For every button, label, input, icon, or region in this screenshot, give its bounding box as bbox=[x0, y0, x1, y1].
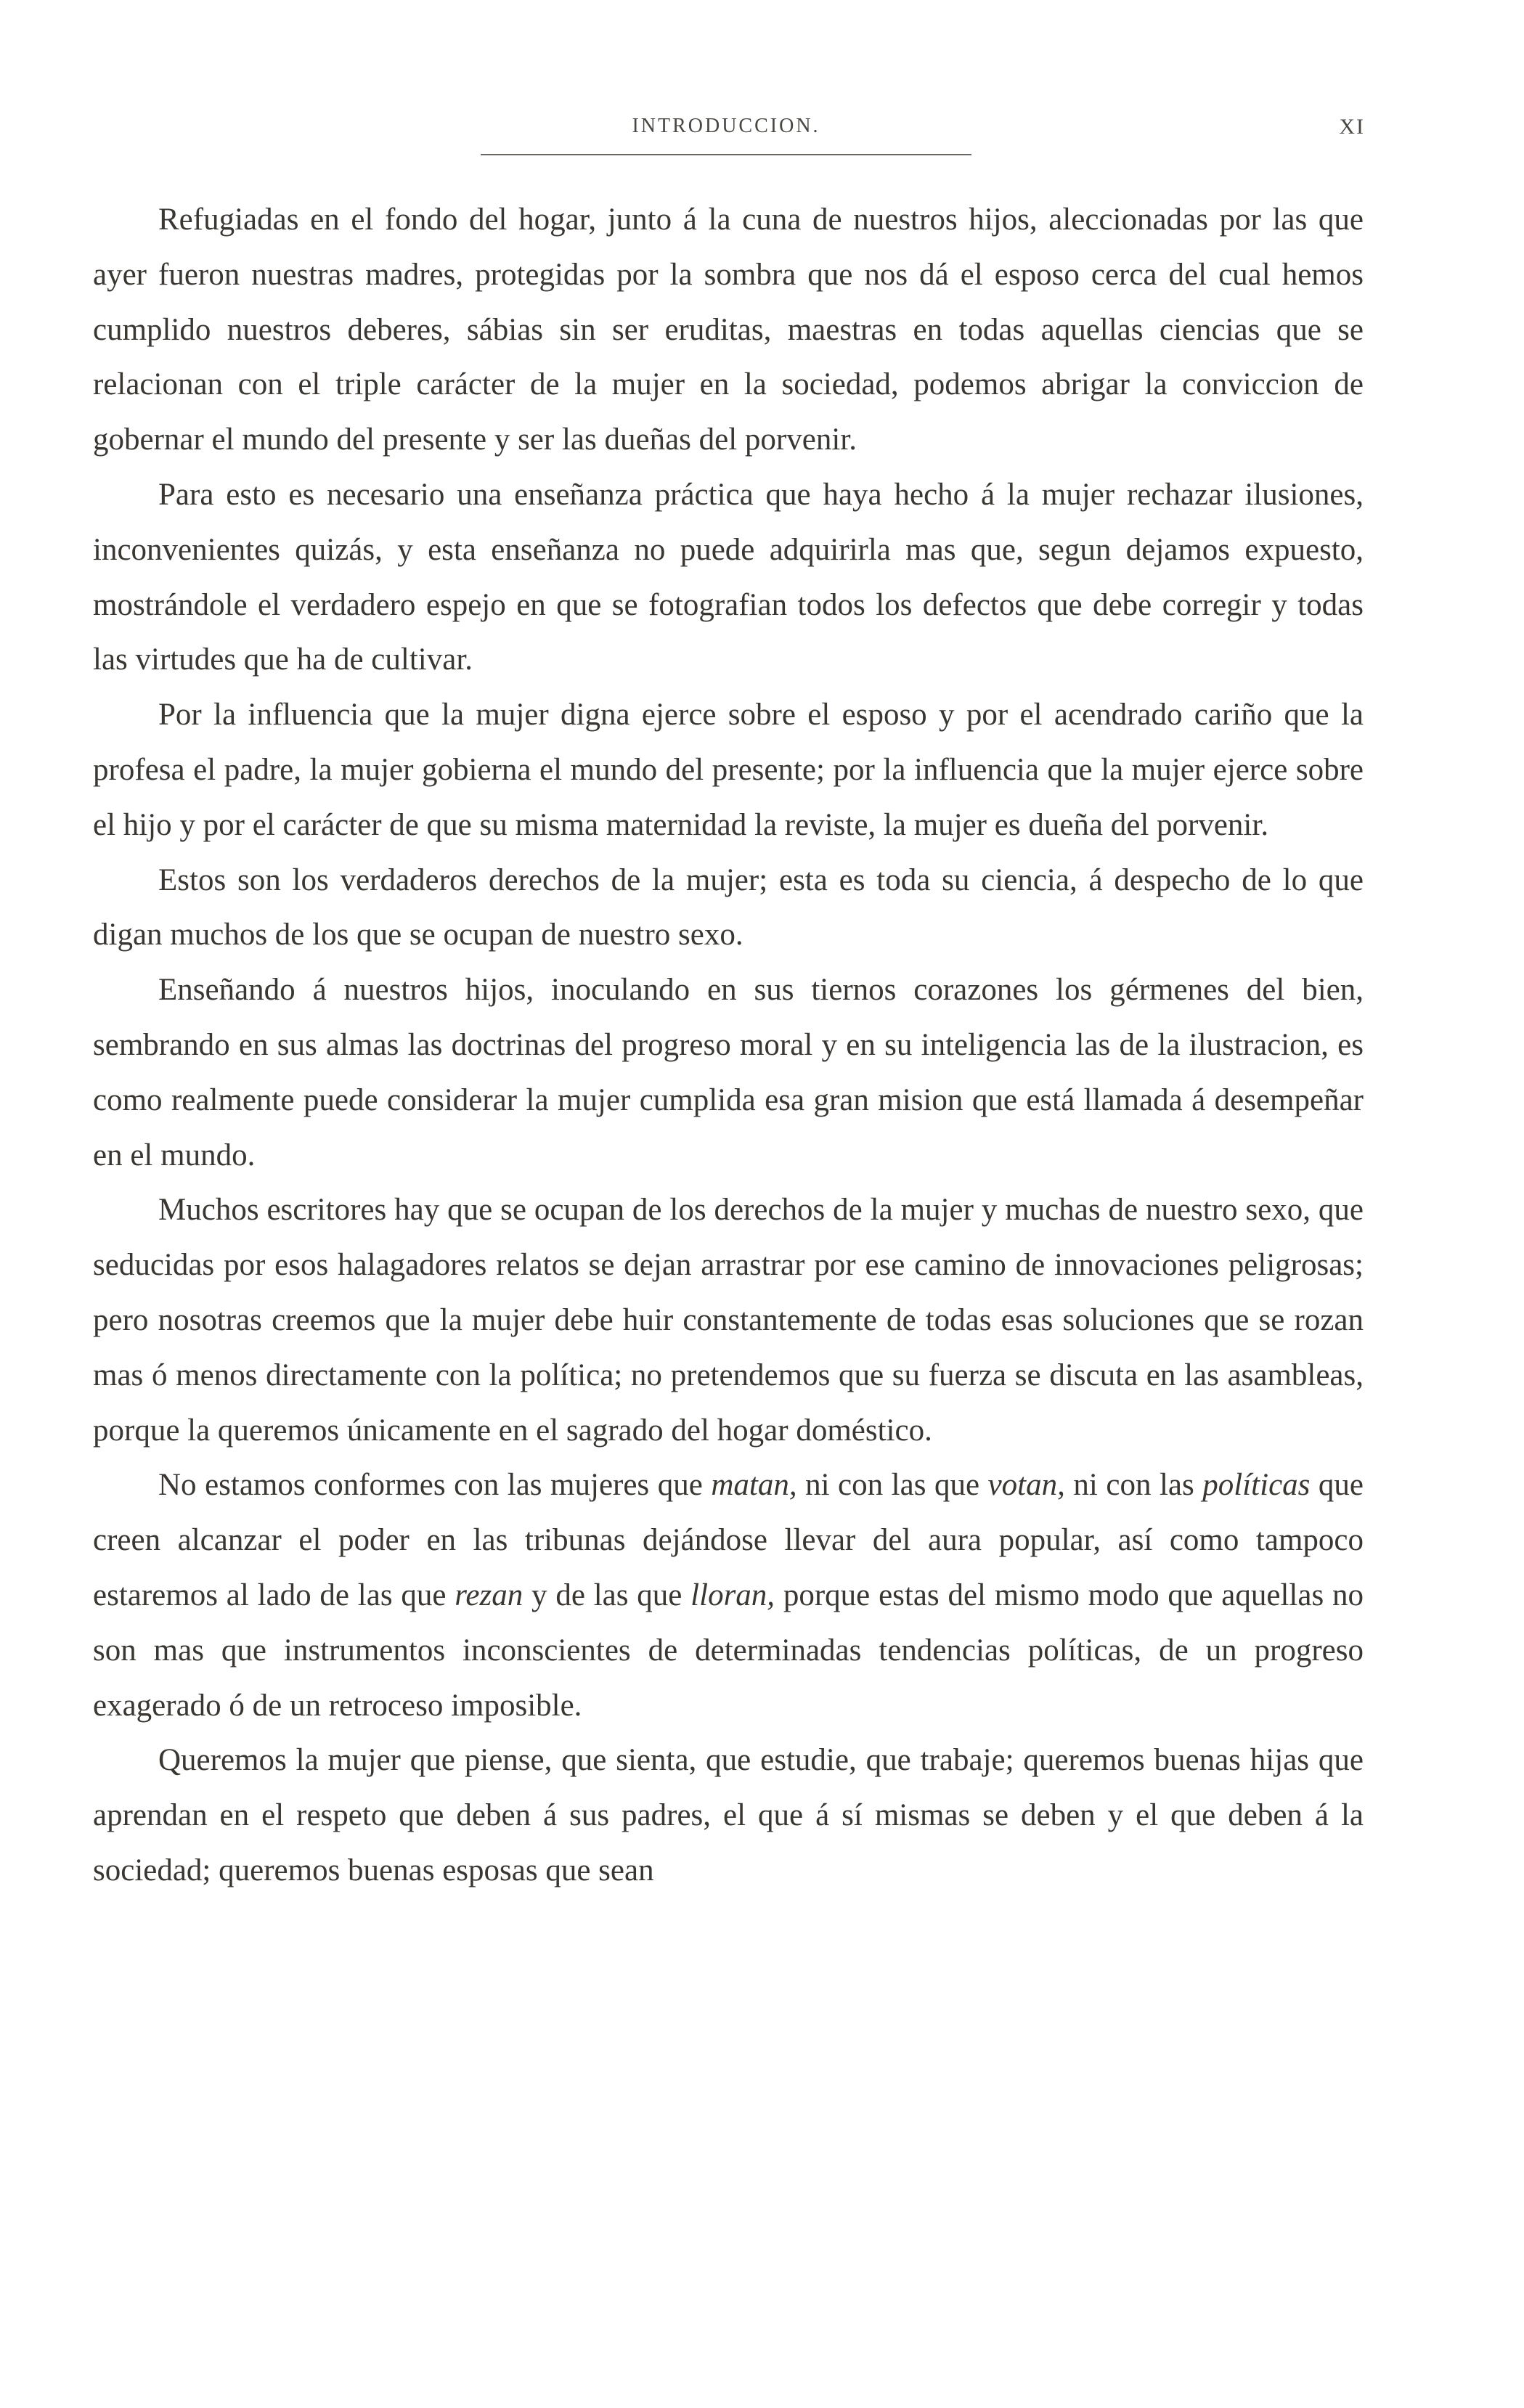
paragraph-7 bbox=[93, 1458, 1364, 1733]
paragraph-4: Estos son los verdaderos derechos de la mujer; esta es toda su ciencia, á despecho de lo que digan muchos de los que se ocupan de nuestro sexo. bbox=[93, 862, 1364, 952]
italic-word-matan: matan, bbox=[711, 1468, 797, 1503]
paragraph-5: Enseñando á nuestros hijos, inoculando en sus tiernos corazones los gérmenes del bien, sembrando en sus almas las doctrinas del progreso moral y en su inteligencia las de la ilustracion, es como realmente puede considerar la mujer cumplida esa gran mision que está llamada á desempeñar en el mundo. bbox=[93, 973, 1364, 1172]
body-text bbox=[93, 192, 1364, 1898]
italic-word-lloran: lloran, bbox=[690, 1578, 775, 1612]
paragraph-7-text: No estamos conformes con las mujeres que bbox=[158, 1468, 712, 1503]
paragraph-6: Muchos escritores hay que se ocupan de los derechos de la mujer y muchas de nuestro sexo, que seducidas por esos halagadores relatos se dejan arrastrar por ese camino de innovaciones peligrosas; pero nosotras creemos que la mujer debe huir constantemente de todas esas soluciones que se rozan mas ó menos directamente con la política; no pretendemos que su fuerza se discuta en las asambleas, porque la queremos únicamente en el sagrado del hogar doméstico. bbox=[93, 1193, 1364, 1448]
paragraph-8: Queremos la mujer que piense, que sienta, que estudie, que trabaje; queremos buenas hijas que aprendan en el respeto que deben á sus padres, el que á sí mismas se deben y el que deben á la sociedad; queremos buenas esposas que sean bbox=[93, 1743, 1364, 1887]
paragraph-2: Para esto es necesario una enseñanza práctica que haya hecho á la mujer rechazar ilusiones, inconvenientes quizás, y esta enseñanza no puede adquirirla mas que, segun dejamos expuesto, mostrándole el verdadero espejo en que se fotografian todos los defectos que debe corregir y todas las virtudes que ha de cultivar. bbox=[93, 477, 1364, 677]
paragraph-3: Por la influencia que la mujer digna ejerce sobre el esposo y por el acendrado cariño que la profesa el padre, la mujer gobierna el mundo del presente; por la influencia que la mujer ejerce sobre el hijo y por el carácter de que su misma maternidad la reviste, la mujer es dueña del porvenir. bbox=[93, 698, 1364, 842]
running-title: INTRODUCCION. bbox=[632, 115, 820, 137]
paragraph-7-text: que creen alcanzar el poder en las tribunas dejándose llevar del aura popular, así como tampoco estaremos al lado de las que bbox=[93, 1468, 1364, 1612]
header-rule bbox=[481, 154, 971, 155]
paragraph-7-text: ni con las bbox=[1064, 1468, 1203, 1503]
running-head bbox=[94, 115, 1365, 158]
italic-word-votan: votan, bbox=[987, 1468, 1065, 1503]
paragraph-1: Refugiadas en el fondo del hogar, junto á la cuna de nuestros hijos, aleccionadas por las que ayer fueron nuestras madres, protegidas por la sombra que nos dá el esposo cerca del cual hemos cumplido nuestros deberes, sábias sin ser eruditas, maestras en todas aquellas ciencias que se relacionan con el triple carácter de la mujer en la sociedad, podemos abrigar la conviccion de gobernar el mundo del presente y ser las dueñas del porvenir. bbox=[93, 203, 1364, 457]
paragraph-7-text: y de las que bbox=[523, 1578, 691, 1612]
page-number: XI bbox=[1339, 115, 1365, 139]
italic-word-rezan: rezan bbox=[455, 1578, 523, 1612]
paragraph-7-text: ni con las que bbox=[796, 1468, 988, 1503]
italic-word-politicas: políticas bbox=[1202, 1468, 1311, 1503]
paragraph-7-text: porque estas del mismo modo que aquellas no son mas que instrumentos inconscientes de determinadas tendencias políticas, de un progreso exagerado ó de un retroceso imposible. bbox=[93, 1578, 1364, 1723]
